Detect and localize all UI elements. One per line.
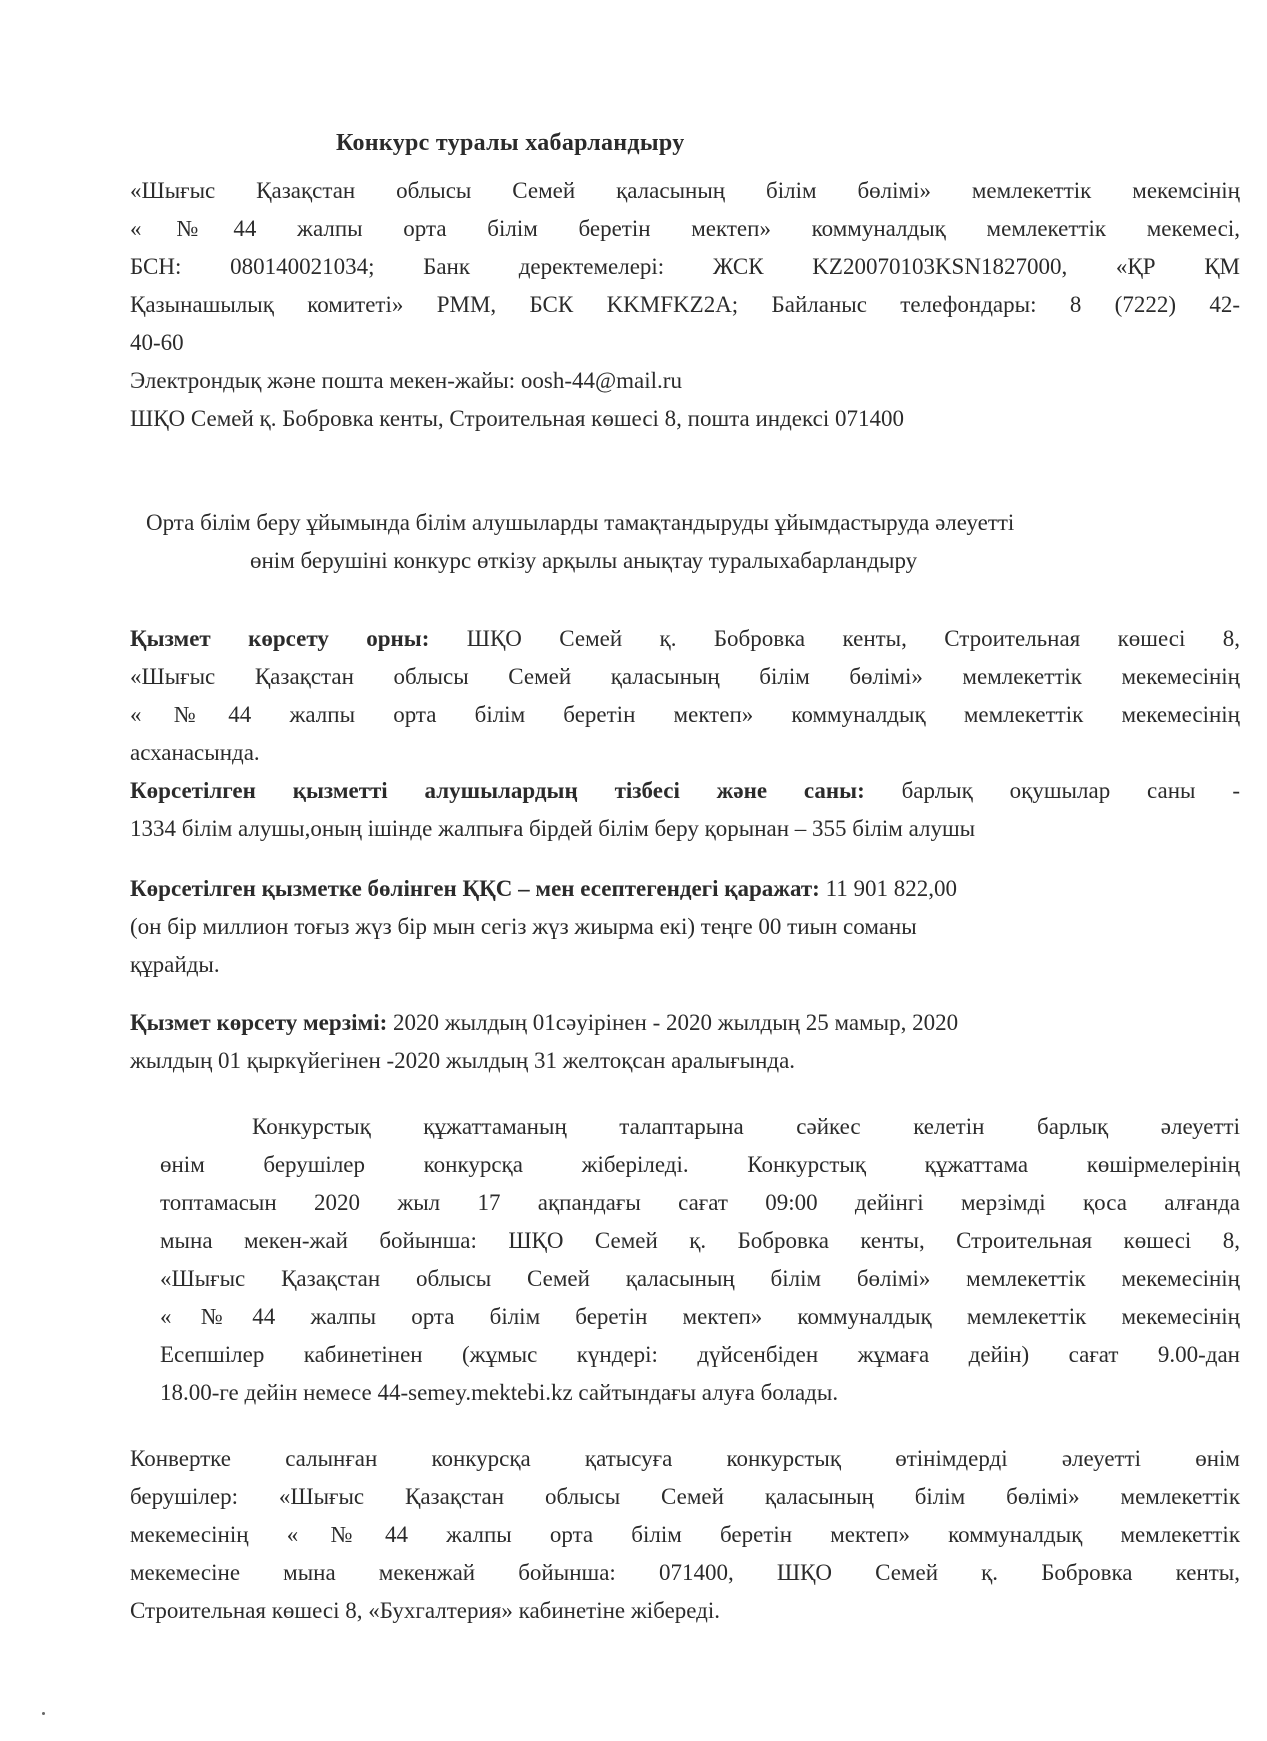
submission-line: мекемесіне мына мекенжай бойынша: 071400, ШҚО Семей қ. Бобровка кенты, (130, 1560, 1240, 1585)
announcement-subtitle-line1: Орта білім беру ұйымында білім алушыларды тамақтандыруды ұйымдастыруда әлеуетті (146, 510, 1015, 535)
documents-line: «№44 жалпы орта білім беретін мектеп» коммуналдық мемлекеттік мекемесінің (160, 1304, 1240, 1329)
header-line: БСН: 080140021034; Банк деректемелері: ЖСК KZ20070103KSN1827000, «ҚР ҚМ (130, 254, 1240, 279)
term-value: 2020 жылдың 01сәуірінен - 2020 жылдың 25 мамыр, 2020 (387, 1010, 959, 1035)
documents-section (160, 1108, 1240, 1412)
term-line: жылдың 01 қыркүйегінен -2020 жылдың 31 желтоқсан аралығында. (130, 1048, 796, 1073)
submission-section (130, 1440, 1240, 1630)
funds-line (130, 870, 1240, 908)
recipients-line (130, 772, 1240, 810)
submission-line: Строительная көшесі 8, «Бухгалтерия» кабинетіне жібереді. (130, 1598, 721, 1623)
service-place-line: асханасында. (130, 740, 260, 765)
service-place-line: «№44 жалпы орта білім беретін мектеп» коммуналдық мемлекеттік мекемесінің (130, 702, 1240, 727)
scan-speck (42, 1712, 45, 1715)
documents-line: топтамасын 2020 жыл 17 ақпандағы сағат 09:00 дейінгі мерзімді қоса алғанда (160, 1190, 1240, 1215)
organization-header (130, 172, 1240, 438)
header-line: «№44 жалпы орта білім беретін мектеп» коммуналдық мемлекеттік мекемесі, (130, 216, 1240, 241)
address-line: ШҚО Семей қ. Бобровка кенты, Строительная көшесі 8, пошта индексі 071400 (130, 406, 904, 431)
service-place-value: ШҚО Семей қ. Бобровка кенты, Строительная көшесі 8, (429, 626, 1241, 651)
funds-line: (он бір миллион тоғыз жүз бір мын сегіз жүз жиырма екі) теңге 00 тиын соманы (130, 914, 917, 939)
service-place-section (130, 620, 1240, 772)
submission-line: мекемесінің «№44 жалпы орта білім беретін мектеп» коммуналдық мемлекеттік (130, 1522, 1240, 1547)
service-place-line (130, 620, 1240, 658)
submission-line: Конвертке салынған конкурсқа қатысуға конкурстық өтінімдерді әлеуетті өнім (130, 1446, 1240, 1471)
recipients-section (130, 772, 1240, 848)
term-label: Қызмет көрсету мерзімі: (130, 1010, 388, 1035)
documents-line: Есепшілер кабинетінен (жұмыс күндері: дүйсенбіден жұмаға дейін) сағат 9.00-дан (160, 1342, 1240, 1367)
documents-website-line: 18.00-ге дейін немесе 44-semey.mektebi.kz сайтындағы алуға болады. (160, 1380, 839, 1405)
recipients-value: барлық оқушылар саны - (864, 778, 1241, 803)
recipients-label: Көрсетілген қызметті алушылардың тізбесі және саны: (130, 778, 865, 803)
announcement-subtitle-line2: өнім берушіні конкурс өткізу арқылы анықтау туралыхабарландыру (250, 548, 918, 573)
service-place-label: Қызмет көрсету орны: (130, 626, 430, 651)
submission-line: берушілер: «Шығыс Қазақстан облысы Семей қаласының білім бөлімі» мемлекеттік (130, 1484, 1240, 1509)
term-section (130, 1004, 1240, 1080)
recipients-line: 1334 білім алушы,оның ішінде жалпыға бірдей білім беру қорынан – 355 білім алушы (130, 816, 976, 841)
service-place-line: «Шығыс Қазақстан облысы Семей қаласының білім бөлімі» мемлекеттік мекемесінің (130, 664, 1240, 689)
term-line (130, 1004, 1240, 1042)
documents-line: «Шығыс Қазақстан облысы Семей қаласының білім бөлімі» мемлекеттік мекемесінің (160, 1266, 1240, 1291)
documents-line: мына мекен-жай бойынша: ШҚО Семей қ. Бобровка кенты, Строительная көшесі 8, (160, 1228, 1240, 1253)
contact-email-line: Электрондық және пошта мекен-жайы: oosh-44@mail.ru (130, 368, 682, 393)
document-title: Конкурс туралы хабарландыру (336, 130, 685, 156)
documents-line: Конкурстық құжаттаманың талаптарына сәйкес келетін барлық әлеуетті (252, 1114, 1240, 1139)
header-line: 40-60 (130, 330, 184, 355)
header-line: «Шығыс Қазақстан облысы Семей қаласының білім бөлімі» мемлекеттік мекемсінің (130, 178, 1240, 203)
funds-amount: 11 901 822,00 (819, 876, 957, 901)
funds-section (130, 870, 1240, 984)
header-line: Қазынашылық комитеті» РММ, БСК KKMFKZ2A; Байланыс телефондары: 8 (7222) 42- (130, 292, 1240, 317)
funds-line: құрайды. (130, 952, 220, 977)
documents-line: өнім берушілер конкурсқа жіберіледі. Конкурстық құжаттама көшірмелерінің (160, 1152, 1240, 1177)
funds-label: Көрсетілген қызметке бөлінген ҚҚС – мен есептегендегі қаражат: (130, 876, 820, 901)
